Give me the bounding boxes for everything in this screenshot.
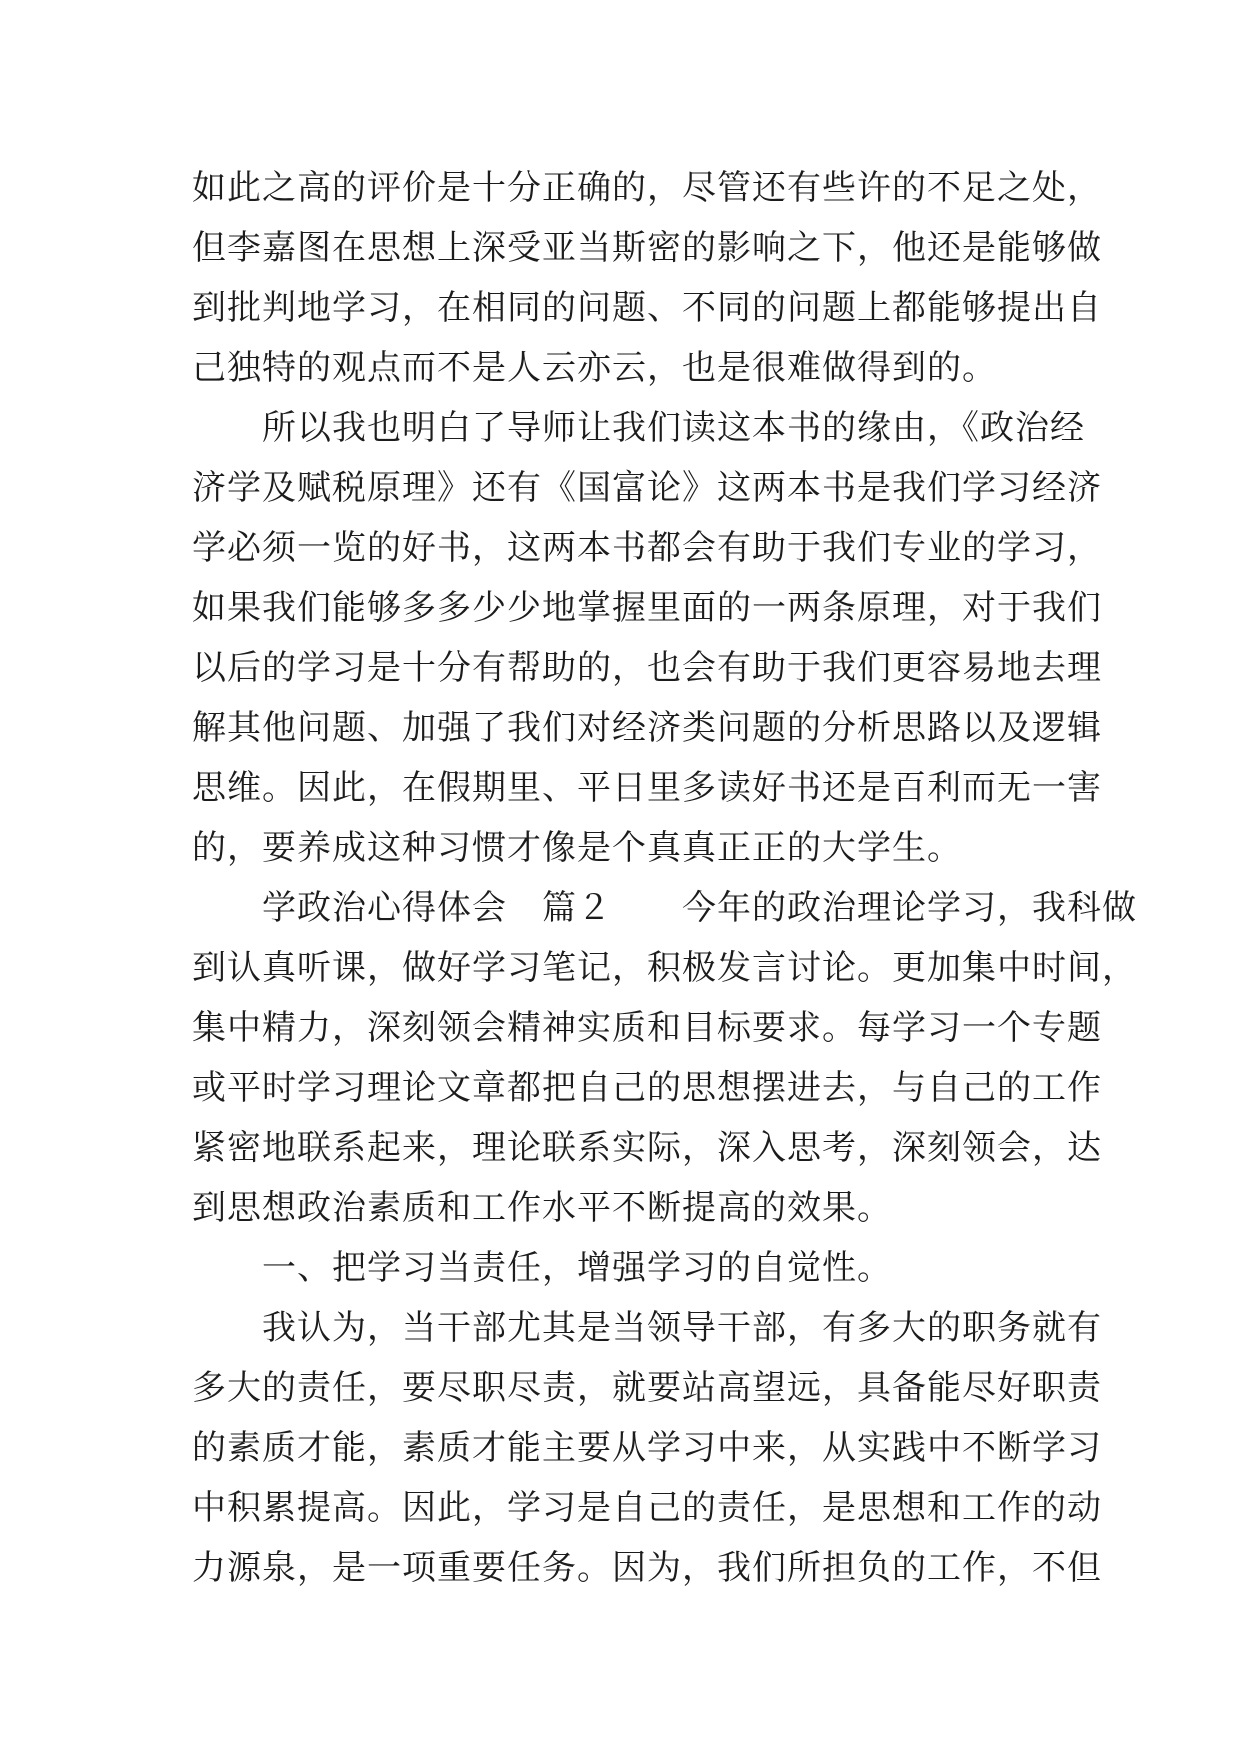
text-line: 我认为，当干部尤其是当领导干部，有多大的职务就有 — [192, 1308, 1102, 1348]
text-line: 到认真听课，做好学习笔记，积极发言讨论。更加集中时间， — [192, 948, 1137, 988]
text-line: 解其他问题、加强了我们对经济类问题的分析思路以及逻辑 — [192, 708, 1102, 748]
text-line: 到批判地学习，在相同的问题、不同的问题上都能够提出自 — [192, 288, 1102, 328]
text-line: 学必须一览的好书，这两本书都会有助于我们专业的学习， — [192, 528, 1102, 568]
section-heading-line: 学政治心得体会 篇２ 今年的政治理论学习，我科做 — [192, 888, 1137, 928]
text-line: 的，要养成这种习惯才像是个真真正正的大学生。 — [192, 828, 962, 868]
text-line: 到思想政治素质和工作水平不断提高的效果。 — [192, 1188, 892, 1228]
text-line: 中积累提高。因此，学习是自己的责任，是思想和工作的动 — [192, 1488, 1102, 1528]
text-line: 济学及赋税原理》还有《国富论》这两本书是我们学习经济 — [192, 468, 1102, 508]
subheading-line: 一、把学习当责任，增强学习的自觉性。 — [192, 1248, 892, 1288]
text-line: 以后的学习是十分有帮助的，也会有助于我们更容易地去理 — [192, 648, 1102, 688]
text-line: 如果我们能够多多少少地掌握里面的一两条原理，对于我们 — [192, 588, 1102, 628]
text-line: 紧密地联系起来，理论联系实际，深入思考，深刻领会，达 — [192, 1128, 1102, 1168]
text-line: 力源泉，是一项重要任务。因为，我们所担负的工作，不但 — [192, 1548, 1102, 1588]
text-line: 的素质才能，素质才能主要从学习中来，从实践中不断学习 — [192, 1428, 1102, 1468]
text-line: 集中精力，深刻领会精神实质和目标要求。每学习一个专题 — [192, 1008, 1102, 1048]
text-line: 多大的责任，要尽职尽责，就要站高望远，具备能尽好职责 — [192, 1368, 1102, 1408]
text-line: 所以我也明白了导师让我们读这本书的缘由，《政治经 — [192, 408, 1085, 448]
text-line: 如此之高的评价是十分正确的，尽管还有些许的不足之处， — [192, 168, 1102, 208]
text-line: 思维。因此，在假期里、平日里多读好书还是百利而无一害 — [192, 768, 1102, 808]
text-line: 但李嘉图在思想上深受亚当斯密的影响之下，他还是能够做 — [192, 228, 1102, 268]
text-line: 或平时学习理论文章都把自己的思想摆进去，与自己的工作 — [192, 1068, 1102, 1108]
body-text — [192, 158, 1137, 1598]
text-line: 己独特的观点而不是人云亦云，也是很难做得到的。 — [192, 348, 997, 388]
